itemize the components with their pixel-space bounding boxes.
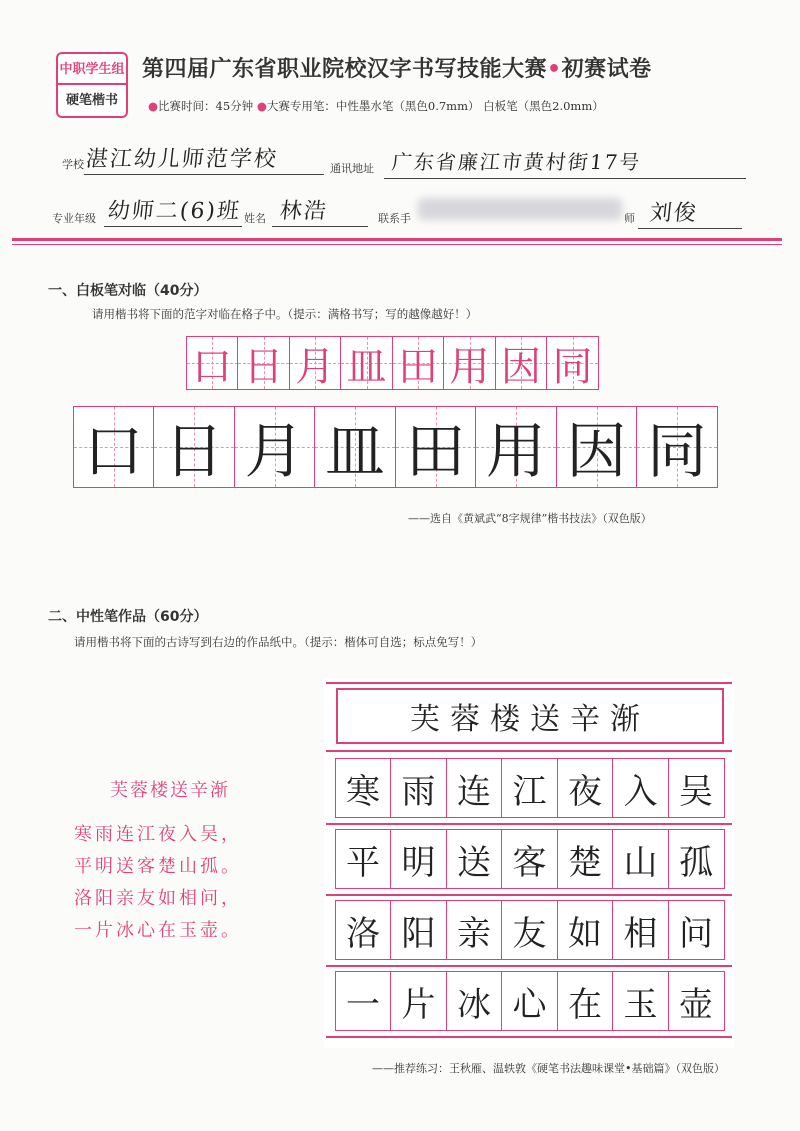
model-char-cell xyxy=(237,336,290,390)
model-char-cell xyxy=(495,336,548,390)
work-cell xyxy=(668,758,725,818)
work-cell-char: 入 xyxy=(623,771,658,812)
work-cell xyxy=(446,971,503,1031)
model-char-cell-char: 皿 xyxy=(346,343,387,390)
school-value: 湛江幼儿师范学校 xyxy=(84,147,280,172)
work-cell xyxy=(335,900,392,960)
model-char-cell-char: 同 xyxy=(552,343,593,390)
model-char-cell-char: 因 xyxy=(501,343,541,390)
teacher-label: 师 xyxy=(624,212,635,225)
paper-band xyxy=(326,823,732,825)
work-cell-char: 壶 xyxy=(679,984,713,1025)
practice-cell-char: 日 xyxy=(164,417,224,487)
poem-line: 平明送客楚山孤。 xyxy=(74,856,242,877)
work-cell-char: 一 xyxy=(346,984,380,1025)
work-cell xyxy=(501,900,558,960)
name-value: 林浩 xyxy=(278,199,330,224)
work-cell-char: 江 xyxy=(512,771,547,812)
work-cell-char: 相 xyxy=(623,913,658,954)
model-char-cell xyxy=(392,336,445,390)
divider-top-thin xyxy=(12,244,782,245)
paper-border-bottom xyxy=(326,1036,732,1038)
work-cell xyxy=(446,758,503,818)
work-paper-title: 芙蓉楼送辛渐 xyxy=(410,702,650,737)
work-cell xyxy=(335,829,392,889)
name-label: 姓名 xyxy=(244,212,266,225)
practice-cell xyxy=(73,406,155,488)
practice-grid-row xyxy=(74,406,718,488)
work-cell-char: 冰 xyxy=(457,984,491,1025)
school-line xyxy=(84,174,324,175)
model-char-cell xyxy=(546,336,599,390)
work-cell xyxy=(501,971,558,1031)
section1-heading: 一、白板笔对临（40分） xyxy=(48,283,208,299)
poem-line: 寒雨连江夜入吴， xyxy=(74,824,242,845)
poem-line: 洛阳亲友如相问， xyxy=(74,888,242,909)
work-cell-char: 玉 xyxy=(623,984,658,1025)
practice-cell-char: 月 xyxy=(244,417,305,487)
practice-cell xyxy=(314,406,396,488)
work-cell xyxy=(390,829,447,889)
teacher-value: 刘俊 xyxy=(648,201,700,226)
model-char-cell-char: 日 xyxy=(243,343,284,390)
section2-source: ——推荐练习：王秋雁、温轶敦《硬笔书法趣味课堂•基础篇》（双色版） xyxy=(372,1062,725,1075)
work-cell xyxy=(612,900,669,960)
work-cell-char: 送 xyxy=(457,842,491,883)
model-char-cell xyxy=(289,336,342,390)
contact-label: 联系手 xyxy=(378,212,411,225)
poem-title: 芙蓉楼送辛渐 xyxy=(110,780,230,801)
work-cell-char: 心 xyxy=(512,984,547,1025)
work-cell-char: 山 xyxy=(623,842,658,883)
model-char-cell-char: 田 xyxy=(398,343,438,390)
work-cell-char: 亲 xyxy=(457,913,491,954)
model-char-cell-char: 口 xyxy=(192,343,232,390)
work-cell-char: 问 xyxy=(679,913,713,954)
work-cell xyxy=(557,971,614,1031)
work-cell xyxy=(335,758,392,818)
practice-cell-char: 口 xyxy=(83,417,144,487)
work-cell xyxy=(557,829,614,889)
name-line xyxy=(272,226,368,227)
poem-line: 一片冰心在玉壶。 xyxy=(74,920,242,941)
practice-cell xyxy=(234,406,316,488)
address-line xyxy=(384,178,746,179)
work-row xyxy=(336,971,725,1031)
work-cell-char: 客 xyxy=(512,842,547,883)
paper-border-top xyxy=(326,682,732,684)
section2-instruction: 请用楷书将下面的古诗写到右边的作品纸中。（提示：楷体可自选；标点免写！） xyxy=(74,635,483,649)
section2-heading: 二、中性笔作品（60分） xyxy=(48,609,208,625)
work-cell xyxy=(668,900,725,960)
model-char-cell xyxy=(186,336,239,390)
practice-cell-char: 皿 xyxy=(325,417,385,487)
work-cell xyxy=(446,829,503,889)
group-badge xyxy=(56,52,128,118)
work-row xyxy=(336,900,725,960)
work-cell-char: 平 xyxy=(346,842,380,883)
work-cell-char: 连 xyxy=(457,771,491,812)
practice-cell xyxy=(153,406,235,488)
work-cell xyxy=(612,829,669,889)
redacted-contact xyxy=(418,198,622,220)
model-char-cell xyxy=(443,336,496,390)
work-cell xyxy=(390,758,447,818)
work-cell-char: 友 xyxy=(512,913,547,954)
practice-cell-char: 同 xyxy=(647,417,707,487)
school-label: 学校 xyxy=(62,158,84,171)
work-cell xyxy=(668,971,725,1031)
work-row xyxy=(336,829,725,889)
work-cell-char: 明 xyxy=(401,842,436,883)
work-cell-char: 吴 xyxy=(679,771,713,812)
major-value: 幼师二(6)班 xyxy=(106,199,243,224)
work-cell-char: 洛 xyxy=(346,913,380,954)
work-cell xyxy=(446,900,503,960)
teacher-line xyxy=(638,228,742,229)
address-label: 通讯地址 xyxy=(330,162,374,175)
work-cell xyxy=(390,900,447,960)
practice-cell-char: 用 xyxy=(486,417,546,487)
work-cell-char: 在 xyxy=(568,984,602,1025)
section1-instruction: 请用楷书将下面的范字对临在格子中。（提示：满格书写；写的越像越好！） xyxy=(92,307,478,321)
work-cell-char: 片 xyxy=(401,984,436,1025)
work-cell xyxy=(557,900,614,960)
model-char-cell-char: 月 xyxy=(295,343,335,390)
work-cell xyxy=(557,758,614,818)
work-cell xyxy=(668,829,725,889)
work-cell xyxy=(501,829,558,889)
work-cell-char: 楚 xyxy=(568,842,602,883)
practice-cell xyxy=(395,406,477,488)
model-char-cell xyxy=(340,336,393,390)
badge-bottom: 硬笔楷书 xyxy=(65,93,118,108)
practice-cell xyxy=(475,406,557,488)
page-title: 第四届广东省职业院校汉字书写技能大赛•初赛试卷 xyxy=(142,57,652,82)
paper-band xyxy=(326,750,732,752)
paper-band xyxy=(326,894,732,896)
model-char-cell-char: 用 xyxy=(449,343,490,390)
practice-cell xyxy=(556,406,638,488)
practice-cell-char: 田 xyxy=(405,417,466,487)
work-cell xyxy=(501,758,558,818)
work-cell-char: 雨 xyxy=(401,771,436,812)
work-paper-title-box xyxy=(336,688,724,744)
work-cell-char: 夜 xyxy=(568,771,602,812)
section1-source: ——选自《黄斌武“8字规律”楷书技法》（双色版） xyxy=(408,512,652,525)
work-row xyxy=(336,758,725,818)
paper-band xyxy=(326,965,732,967)
subtitle: ●比赛时间：45分钟 ●大赛专用笔：中性墨水笔（黑色0.7mm） 白板笔（黑色2.0mm） xyxy=(148,99,604,113)
work-cell-char: 阳 xyxy=(401,913,436,954)
work-cell xyxy=(612,758,669,818)
model-char-row xyxy=(187,336,599,390)
work-cell xyxy=(612,971,669,1031)
badge-top: 中职学生组 xyxy=(58,54,126,85)
major-line xyxy=(104,226,242,227)
work-cell-char: 寒 xyxy=(346,771,380,812)
work-cell xyxy=(335,971,392,1031)
work-cell-char: 孤 xyxy=(679,842,713,883)
work-cell xyxy=(390,971,447,1031)
divider-top xyxy=(12,238,782,241)
major-label: 专业年级 xyxy=(52,212,96,225)
practice-cell-char: 因 xyxy=(566,417,627,487)
practice-cell xyxy=(636,406,718,488)
address-value: 广东省廉江市黄村街17号 xyxy=(390,150,643,174)
work-cell-char: 如 xyxy=(568,913,602,954)
